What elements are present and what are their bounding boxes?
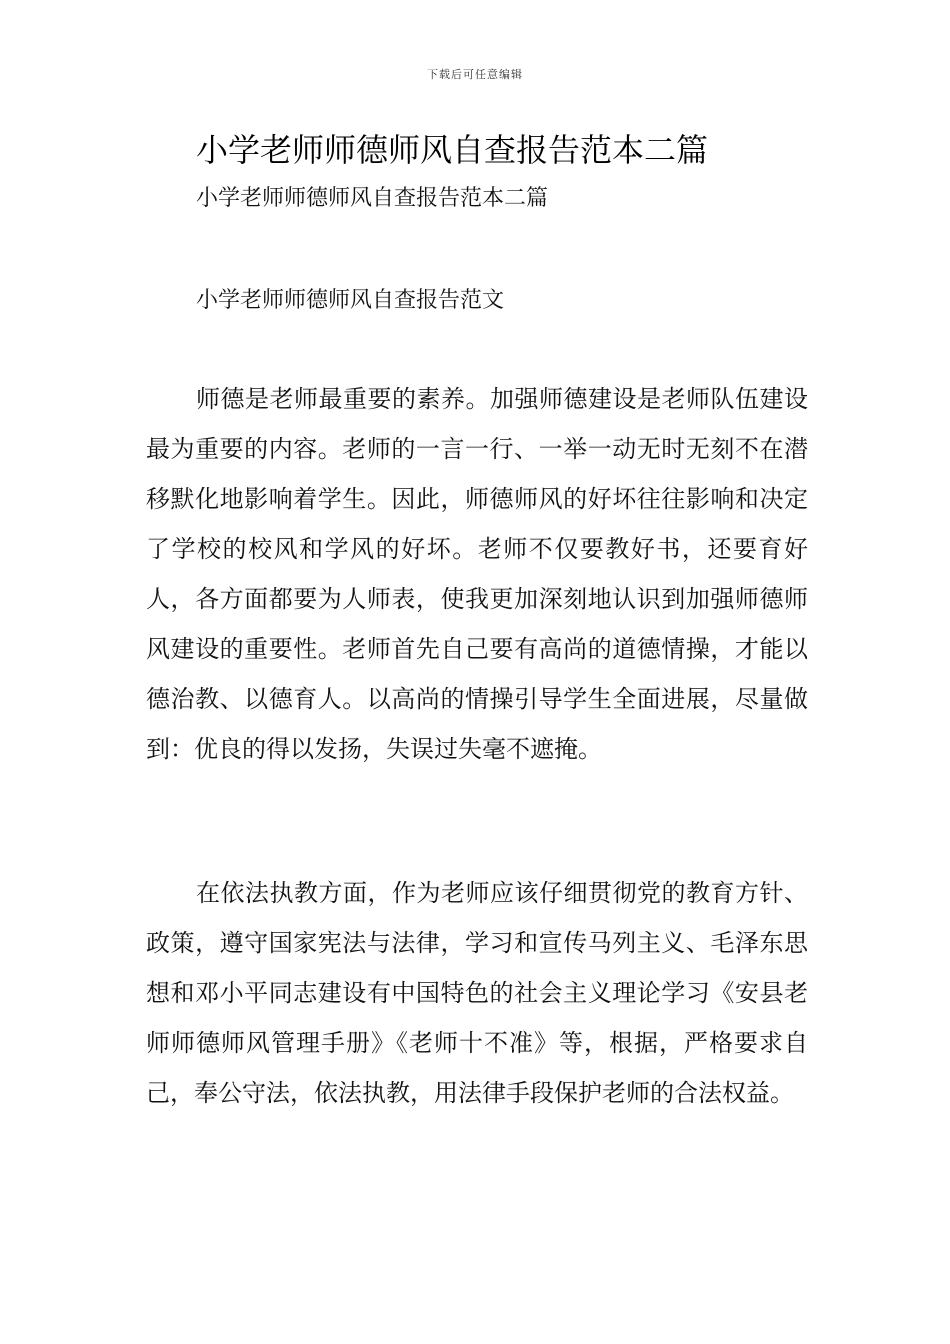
header-note: 下载后可任意编辑	[427, 68, 523, 81]
document-title: 小学老师师德师风自查报告范本二篇	[196, 131, 709, 169]
section-heading: 小学老师师德师风自查报告范文	[196, 288, 505, 313]
document-subtitle: 小学老师师德师风自查报告范本二篇	[196, 186, 549, 211]
paragraph: 在依法执教方面，作为老师应该仔细贯彻党的教育方针、政策，遵守国家宪法与法律，学习和宣传马列主义、毛泽东思想和邓小平同志建设有中国特色的社会主义理论学习《安县老师师德师风管理手册》《老师十不准》等，根据，严格要求自己，奉公守法，依法执教，用法律手段保护老师的合法权益。	[146, 879, 808, 1107]
paragraph: 师德是老师最重要的素养。加强师德建设是老师队伍建设最为重要的内容。老师的一言一行、一举一动无时无刻不在潜移默化地影响着学生。因此，师德师风的好坏往往影响和决定了学校的校风和学风的好坏。老师不仅要教好书，还要育好人，各方面都要为人师表，使我更加深刻地认识到加强师德师风建设的重要性。老师首先自己要有高尚的道德情操，才能以德治教、以德育人。以高尚的情操引导学生全面进展，尽量做到：优良的得以发扬，失误过失毫不遮掩。	[146, 385, 808, 763]
